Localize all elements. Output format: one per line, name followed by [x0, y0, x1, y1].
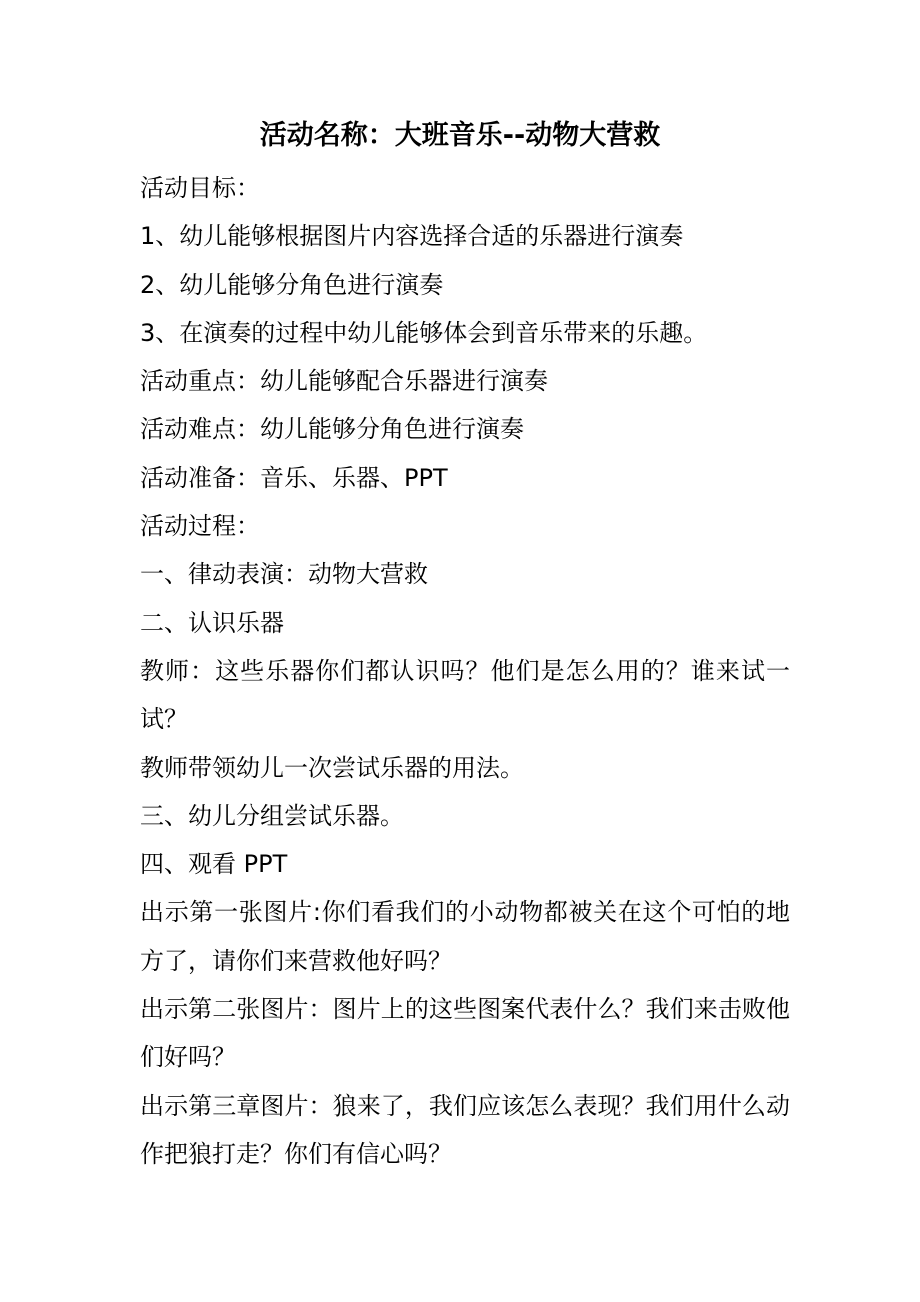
- objective-item: 3、在演奏的过程中幼儿能够体会到音乐带来的乐趣。: [140, 318, 708, 347]
- process-step: 四、观看 PPT: [140, 850, 288, 879]
- process-step: 三、幼儿分组尝试乐器。: [140, 801, 404, 830]
- slide-description: 出示第一张图片:你们看我们的小动物都被关在这个可怕的地方了，请你们来营救他好吗？: [140, 898, 790, 975]
- objective-item: 2、幼儿能够分角色进行演奏: [140, 270, 444, 299]
- slide-description: 出示第三章图片：狼来了，我们应该怎么表现？我们用什么动作把狼打走？你们有信心吗？: [140, 1091, 790, 1168]
- section-heading-process: 活动过程：: [140, 512, 260, 541]
- process-step: 二、认识乐器: [140, 608, 284, 637]
- slide-description: 出示第二张图片：图片上的这些图案代表什么？我们来击败他们好吗？: [140, 995, 790, 1072]
- document-body: [140, 164, 790, 1178]
- preparation: 活动准备：音乐、乐器、PPT: [140, 463, 448, 492]
- difficult-point: 活动难点：幼儿能够分角色进行演奏: [140, 415, 524, 444]
- objective-item: 1、幼儿能够根据图片内容选择合适的乐器进行演奏: [140, 222, 684, 251]
- key-point: 活动重点：幼儿能够配合乐器进行演奏: [140, 367, 548, 396]
- teacher-dialogue: 教师：这些乐器你们都认识吗？他们是怎么用的？谁来试一试？: [140, 656, 790, 734]
- process-note: 教师带领幼儿一次尝试乐器的用法。: [140, 753, 524, 782]
- section-heading-objectives: 活动目标：: [140, 174, 260, 202]
- document-title: 活动名称：大班音乐--动物大营救: [259, 120, 661, 151]
- process-step: 一、律动表演：动物大营救: [140, 560, 428, 589]
